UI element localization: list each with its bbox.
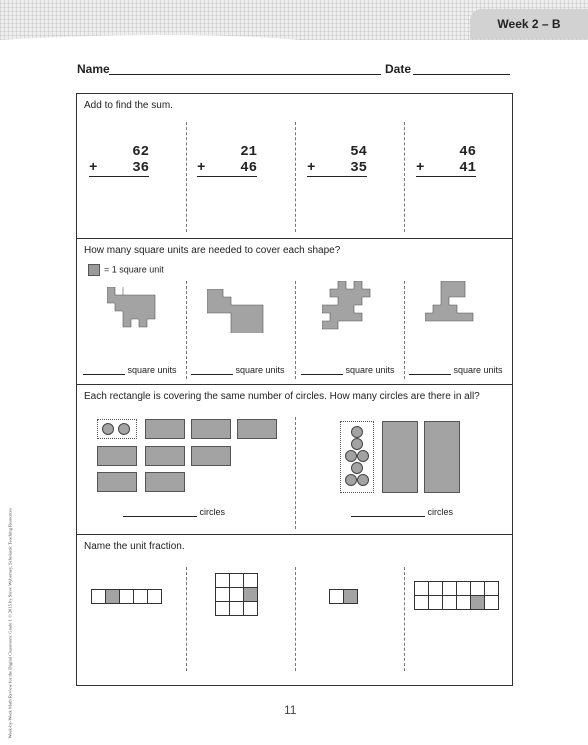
circle [357, 450, 369, 462]
plus-sign: + [416, 160, 425, 176]
divider [295, 281, 296, 379]
addition-problem-3 [307, 144, 367, 177]
fraction-grid-2 [215, 573, 261, 619]
addend-top: 54 [350, 144, 367, 160]
divider [404, 281, 405, 379]
divider [404, 122, 405, 232]
circle [351, 438, 363, 450]
week-tab: Week 2 – B [470, 9, 588, 39]
legend-text: = 1 square unit [104, 264, 164, 275]
fraction-grid-4 [414, 581, 504, 613]
addend-top: 46 [459, 144, 476, 160]
unit-square-icon [88, 264, 100, 276]
uncovered-circles [97, 419, 137, 439]
unit-legend [88, 264, 164, 276]
circle [351, 426, 363, 438]
addend-bottom: 46 [240, 160, 257, 176]
circle [345, 474, 357, 486]
divider [404, 567, 405, 671]
covering-rectangle [145, 472, 185, 492]
area-shape-2 [207, 289, 271, 333]
circle [345, 450, 357, 462]
fraction-section [77, 535, 512, 685]
covering-rectangle [382, 421, 418, 493]
covering-rectangle [97, 446, 137, 466]
copyright-credit: Week-by-Week Math Review for the Digital Classroom: Grade 1 © 2015 by Steve Wyborney, Scholastic Teaching Resources [7, 508, 13, 739]
date-field[interactable] [413, 74, 510, 75]
addend-top: 62 [132, 144, 149, 160]
fraction-bar-3 [329, 589, 361, 605]
fraction-instruction: Name the unit fraction. [84, 541, 185, 552]
answer-2: square units [191, 365, 285, 375]
divider [186, 122, 187, 232]
circles-section [77, 385, 512, 535]
addend-top: 21 [240, 144, 257, 160]
addend-bottom: 36 [132, 160, 149, 176]
divider [186, 281, 187, 379]
worksheet [76, 93, 513, 686]
name-label: Name [77, 62, 110, 76]
covering-rectangle [97, 472, 137, 492]
answer-left: circles [123, 507, 225, 517]
divider [186, 567, 187, 671]
divider [295, 417, 296, 529]
area-instruction: How many square units are needed to cover each shape? [84, 245, 341, 256]
name-field[interactable] [109, 74, 381, 75]
divider [295, 567, 296, 671]
answer-right: circles [351, 507, 453, 517]
circle [357, 474, 369, 486]
area-shape-3 [322, 281, 386, 331]
uncovered-circles [340, 421, 374, 493]
covering-rectangle [145, 446, 185, 466]
addition-instruction: Add to find the sum. [84, 100, 173, 111]
circles-instruction: Each rectangle is covering the same number of circles. How many circles are there in all? [84, 391, 480, 402]
circle [351, 462, 363, 474]
date-label: Date [385, 62, 412, 76]
answer-blank[interactable] [301, 365, 343, 375]
answer-4: square units [409, 365, 503, 375]
plus-sign: + [89, 160, 98, 176]
plus-sign: + [197, 160, 206, 176]
area-shape-4 [425, 281, 489, 325]
covering-rectangle [145, 419, 185, 439]
answer-blank[interactable] [83, 365, 125, 375]
answer-blank[interactable] [191, 365, 233, 375]
plus-sign: + [307, 160, 316, 176]
addend-bottom: 41 [459, 160, 476, 176]
answer-blank[interactable] [409, 365, 451, 375]
circle [118, 423, 130, 435]
fraction-bar-1 [91, 589, 165, 605]
addition-problem-1 [89, 144, 149, 177]
answer-1: square units [83, 365, 177, 375]
answer-blank[interactable] [123, 507, 197, 517]
page-number: 11 [284, 703, 297, 717]
circle [102, 423, 114, 435]
answer-3: square units [301, 365, 395, 375]
answer-blank[interactable] [351, 507, 425, 517]
area-shape-1 [107, 287, 157, 329]
covering-rectangle [424, 421, 460, 493]
addition-problem-2 [197, 144, 257, 177]
addition-section [77, 94, 512, 239]
divider [295, 122, 296, 232]
covering-rectangle [191, 419, 231, 439]
name-date-row [77, 62, 510, 78]
covering-rectangle [191, 446, 231, 466]
addition-problem-4 [416, 144, 476, 177]
covering-rectangle [237, 419, 277, 439]
addend-bottom: 35 [350, 160, 367, 176]
area-section [77, 239, 512, 385]
